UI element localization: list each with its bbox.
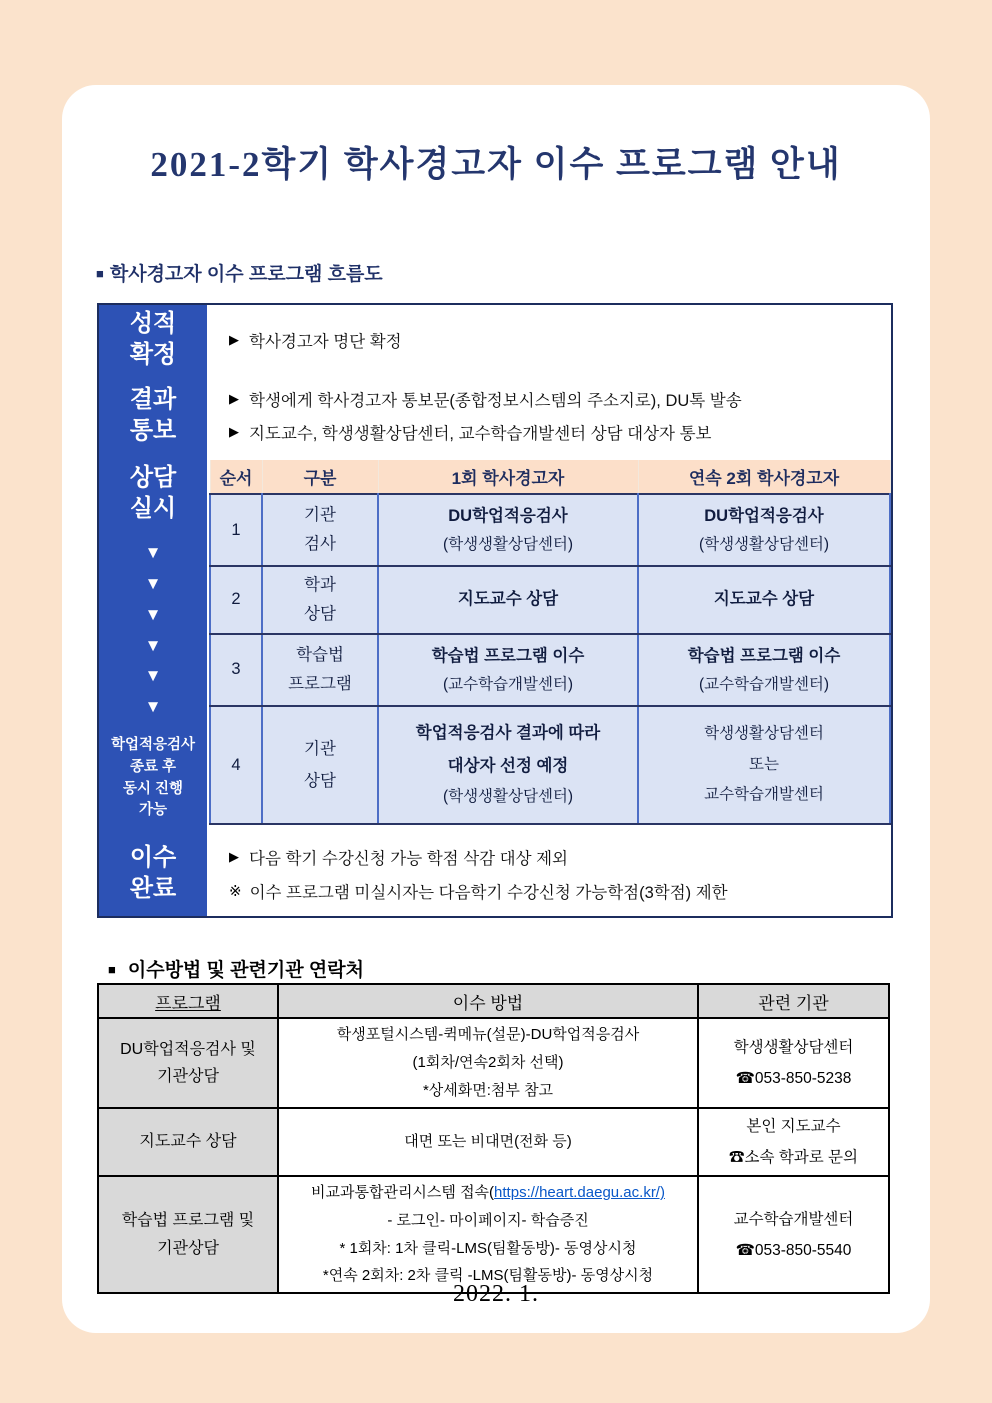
col-header-program-text: 프로그램	[155, 993, 221, 1013]
program-line: 기관상담	[157, 1239, 219, 1257]
cell-line: 교수학습개발센터	[704, 785, 824, 803]
contact-section-heading	[108, 955, 364, 982]
cell-line: 상담	[304, 604, 336, 623]
counsel-row-4	[210, 706, 890, 824]
counsel-row-2	[210, 566, 890, 634]
stage-label-line: 결과	[129, 385, 177, 413]
cell-category	[262, 634, 378, 706]
cell-line: 학습법 프로그램 이수	[687, 646, 841, 665]
program-line: 지도교수 상담	[139, 1133, 237, 1151]
cell-line: DU학업적응검사	[704, 507, 824, 525]
phone-icon: ☎	[729, 1149, 745, 1166]
cell-line: 대상자 선정 예정	[447, 756, 569, 775]
col-header-method: 이수 방법	[278, 984, 698, 1018]
contact-heading-text: 이수방법 및 관련기관 연락처	[127, 960, 364, 981]
bullet-text: 이수 프로그램 미실시자는 다음학기 수강신청 가능학점(3학점) 제한	[249, 884, 728, 902]
program-cell	[98, 1176, 278, 1293]
counsel-table	[209, 460, 891, 825]
down-arrow-icon: ▼	[144, 543, 162, 563]
agency-name: 교수학습개발센터	[733, 1210, 854, 1228]
cell-line: 지도교수 상담	[713, 590, 815, 609]
stage-label-line: 완료	[129, 875, 177, 902]
cell-line: 학업적응검사 결과에 따라	[415, 724, 601, 743]
flow-arrows	[99, 524, 207, 735]
method-cell	[278, 1108, 698, 1176]
cell-line: (교수학습개발센터)	[442, 675, 574, 693]
flow-sidebar	[99, 305, 207, 916]
cell-category	[262, 566, 378, 634]
cell-line: 또는	[749, 755, 779, 773]
program-line: 기관상담	[157, 1068, 219, 1085]
counsel-row-1	[210, 494, 890, 566]
col-header-agency: 관련 기관	[698, 984, 889, 1018]
method-line: (1회차/연속2회차 선택)	[412, 1054, 564, 1072]
method-link-prefix: 비교과통합관리시스템 접속(	[311, 1184, 495, 1201]
phone-icon: ☎	[735, 1070, 755, 1087]
agency-phone-number: 053-850-5238	[754, 1070, 852, 1087]
method-line	[281, 1179, 695, 1207]
contact-row-learning-program	[98, 1176, 889, 1293]
cell-second-warning	[638, 566, 890, 634]
agency-cell	[698, 1108, 889, 1176]
cell-line: (학생생활상담센터)	[442, 787, 574, 805]
stage-result-notify	[99, 374, 207, 457]
reference-mark-icon: ※	[229, 883, 242, 900]
cell-order: 3	[210, 634, 262, 706]
stage-label-line: 이수	[129, 844, 177, 872]
stage-label-line: 실시	[129, 494, 177, 522]
down-arrow-icon: ▼	[144, 635, 162, 655]
method-line: 대면 또는 비대면(전화 등)	[404, 1133, 572, 1151]
bullet-text: 학사경고자 명단 확정	[249, 332, 402, 351]
sidebar-note-line: 학업적응검사	[110, 737, 196, 753]
stage-complete	[99, 832, 207, 916]
col-header-category: 구분	[262, 460, 378, 494]
cell-line: 기관	[304, 506, 336, 525]
cell-first-warning	[378, 634, 638, 706]
bullet-line	[229, 879, 891, 903]
stage-label-line: 통보	[129, 416, 177, 444]
agency-name: 학생생활상담센터	[733, 1039, 854, 1056]
bullet-line	[229, 328, 402, 352]
cell-line: 학과	[304, 576, 336, 594]
stage-counsel	[99, 457, 207, 832]
cell-order: 4	[210, 706, 262, 824]
cell-line: 프로그램	[288, 674, 352, 693]
program-cell	[98, 1018, 278, 1108]
phone-icon: ☎	[735, 1241, 755, 1259]
stage-label-line: 상담	[129, 464, 177, 491]
down-arrow-icon: ▼	[144, 697, 162, 717]
cell-second-warning	[638, 494, 890, 566]
agency-cell	[698, 1176, 889, 1293]
cell-category	[262, 706, 378, 824]
document-date: 2022. 1.	[453, 1281, 539, 1307]
method-line: - 로그인- 마이페이지- 학습증진	[387, 1211, 589, 1229]
bullet-text: 다음 학기 수강신청 가능 학점 삭감 대상 제외	[249, 850, 568, 868]
bullet-text: 학생에게 학사경고자 통보문(종합정보시스템의 주소지로), DU톡 발송	[249, 392, 742, 410]
method-cell	[278, 1176, 698, 1293]
cell-second-warning	[638, 634, 890, 706]
sidebar-note	[99, 735, 207, 822]
method-line: 학생포털시스템-퀵메뉴(설문)-DU학업적응검사	[336, 1026, 640, 1044]
cell-line: 검사	[304, 535, 336, 553]
triangle-bullet-icon: ▶	[229, 331, 239, 347]
bullet-line	[229, 420, 891, 444]
counsel-row-3	[210, 634, 890, 706]
cell-order: 2	[210, 566, 262, 634]
square-bullet-icon: ■	[96, 266, 104, 281]
bullet-line	[229, 845, 891, 869]
contact-row-advisor	[98, 1108, 889, 1176]
sidebar-note-line: 동시 진행	[122, 780, 184, 797]
stage-grade-confirm	[99, 305, 207, 374]
program-cell	[98, 1108, 278, 1176]
cell-line: (학생생활상담센터)	[698, 535, 830, 553]
contact-table	[97, 983, 890, 1294]
agency-name: 본인 지도교수	[746, 1118, 841, 1135]
bullet-line	[229, 387, 891, 411]
flow-row-result-notify	[207, 374, 891, 457]
cell-order: 1	[210, 494, 262, 566]
cell-line: 학습법 프로그램 이수	[431, 646, 585, 665]
bullet-text: 지도교수, 학생생활상담센터, 교수학습개발센터 상담 대상자 통보	[249, 425, 712, 443]
agency-phone-line	[701, 1063, 886, 1094]
cell-line: DU학업적응검사	[448, 507, 568, 525]
flow-chart	[97, 303, 893, 918]
sidebar-note-line: 종료 후	[129, 758, 177, 775]
down-arrow-icon: ▼	[144, 604, 162, 624]
cell-line: 지도교수 상담	[457, 590, 559, 609]
flow-content	[207, 305, 891, 916]
page-title: 2021-2학기 학사경고자 이수 프로그램 안내	[150, 145, 842, 184]
col-header-program	[98, 984, 278, 1018]
method-cell	[278, 1018, 698, 1108]
col-header-second-warning: 연속 2회 학사경고자	[638, 460, 890, 494]
down-arrow-icon: ▼	[144, 666, 162, 686]
col-header-order: 순서	[210, 460, 262, 494]
flow-row-grade-confirm	[207, 305, 891, 374]
flow-row-complete	[207, 832, 891, 916]
sidebar-note-line: 가능	[138, 802, 167, 819]
cell-first-warning	[378, 566, 638, 634]
agency-cell	[698, 1018, 889, 1108]
square-bullet-icon: ■	[108, 962, 116, 977]
cell-category	[262, 494, 378, 566]
program-line: 학습법 프로그램 및	[121, 1212, 255, 1230]
triangle-bullet-icon: ▶	[229, 391, 239, 406]
cell-line: 상담	[304, 771, 336, 790]
flow-section-heading	[96, 259, 383, 286]
agency-phone-number: 소속 학과로 문의	[744, 1149, 858, 1166]
cell-line: 학습법	[296, 645, 344, 664]
triangle-bullet-icon: ▶	[229, 424, 239, 439]
contact-row-du-test	[98, 1018, 889, 1108]
document-card	[62, 85, 930, 1333]
heart-system-link[interactable]: https://heart.daegu.ac.kr/)	[494, 1184, 665, 1201]
method-line: * 1회차: 1차 클릭-LMS(팀활동방)- 동영상시청	[339, 1239, 637, 1257]
agency-phone-number: 053-850-5540	[754, 1241, 852, 1259]
cell-line: (학생생활상담센터)	[442, 535, 574, 553]
cell-line: 기관	[304, 739, 336, 758]
method-line: *상세화면:첨부 참고	[422, 1081, 554, 1099]
cell-first-warning	[378, 706, 638, 824]
cell-first-warning	[378, 494, 638, 566]
counsel-header-row	[210, 460, 890, 494]
flow-heading-text: 학사경고자 이수 프로그램 흐름도	[109, 264, 383, 285]
col-header-first-warning: 1회 학사경고자	[378, 460, 638, 494]
cell-second-warning	[638, 706, 890, 824]
agency-phone-line	[701, 1235, 886, 1266]
cell-line: (교수학습개발센터)	[698, 675, 830, 693]
flow-row-counsel	[207, 457, 891, 832]
contact-header-row	[98, 984, 889, 1018]
triangle-bullet-icon: ▶	[229, 849, 239, 864]
down-arrow-icon: ▼	[144, 574, 162, 593]
method-line: *연속 2회차: 2차 클릭 -LMS(팀활동방)- 동영상시청	[322, 1267, 654, 1285]
agency-phone-line	[701, 1142, 886, 1173]
program-line: DU학업적응검사 및	[120, 1040, 256, 1058]
stage-label-line: 확정	[129, 340, 177, 368]
stage-label-line: 성적	[129, 309, 177, 337]
cell-line: 학생생활상담센터	[704, 725, 824, 743]
